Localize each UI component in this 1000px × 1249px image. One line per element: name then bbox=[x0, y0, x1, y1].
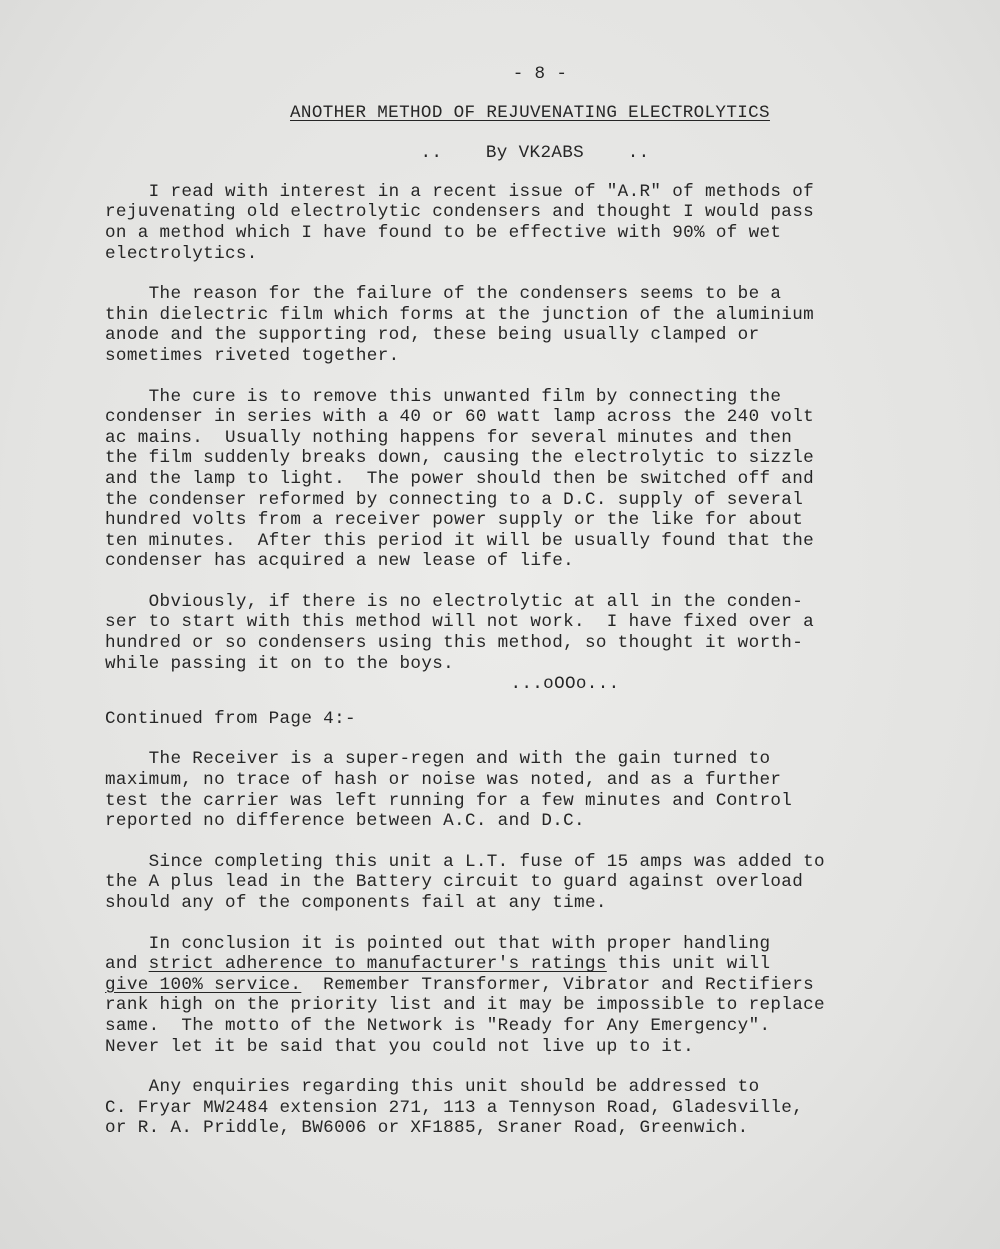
text-line: maximum, no trace of hash or noise was noted, and as a further bbox=[105, 770, 782, 791]
text-line: should any of the components fail at any time. bbox=[105, 893, 607, 913]
text-line: anode and the supporting rod, these being usually clamped or bbox=[105, 325, 760, 346]
text-line: Any enquiries regarding this unit should be addressed to bbox=[105, 1077, 760, 1098]
text-line: Never let it be said that you could not live up to it. bbox=[105, 1036, 695, 1057]
section-divider: ...oOOo... bbox=[510, 674, 620, 695]
text-line: ser to start with this method will not work. I have fixed over a bbox=[105, 612, 815, 633]
text-line: and the lamp to light. The power should then be switched off and bbox=[105, 468, 815, 489]
text-line: same. The motto of the Network is "Ready for Any Emergency". bbox=[105, 1015, 771, 1036]
paragraph bbox=[105, 852, 945, 914]
text-line: or R. A. Priddle, BW6006 or XF1885, Sraner Road, Greenwich. bbox=[105, 1118, 749, 1139]
text-line: C. Fryar MW2484 extension 271, 113 a Tennyson Road, Gladesville, bbox=[105, 1097, 804, 1118]
text-line: the condenser reformed by connecting to a D.C. supply of several bbox=[105, 489, 804, 510]
paragraph bbox=[105, 934, 945, 1058]
text-line: condenser has acquired a new lease of life. bbox=[105, 551, 575, 572]
text-line: The reason for the failure of the condensers seems to be a bbox=[105, 284, 782, 305]
text-line: rank high on the priority list and it may be impossible to replace bbox=[105, 995, 825, 1016]
text-line: hundred volts from a receiver power supply or the like for about bbox=[105, 510, 804, 531]
paragraph bbox=[105, 749, 945, 831]
text-run: Remember Transformer, Vibrator and Rectifiers bbox=[301, 974, 815, 995]
text-line: while passing it on to the boys. bbox=[105, 653, 455, 674]
text-line: condenser in series with a 40 or 60 watt lamp across the 240 volt bbox=[105, 407, 815, 428]
article-title: ANOTHER METHOD OF REJUVENATING ELECTROLYTICS bbox=[290, 102, 770, 123]
text-line: ten minutes. After this period it will be usually found that the bbox=[105, 530, 815, 551]
text-line bbox=[105, 975, 945, 996]
text-line: Obviously, if there is no electrolytic at all in the conden- bbox=[105, 591, 804, 612]
text-line: the film suddenly breaks down, causing the electrolytic to sizzle bbox=[105, 448, 815, 469]
text-run: this unit will bbox=[606, 954, 771, 975]
text-line: test the carrier was left running for a few minutes and Control bbox=[105, 790, 793, 811]
paragraph bbox=[105, 284, 945, 366]
text-line: thin dielectric film which forms at the junction of the aluminium bbox=[105, 304, 815, 325]
text-line: The Receiver is a super-regen and with the gain turned to bbox=[105, 749, 771, 770]
text-line: I read with interest in a recent issue of "A.R" of methods of bbox=[105, 181, 815, 202]
text-line: reported no difference between A.C. and D.C. bbox=[105, 811, 585, 832]
text-line: sometimes riveted together. bbox=[105, 345, 400, 366]
text-line: rejuvenating old electrolytic condensers and thought I would pass bbox=[105, 202, 815, 223]
page-number: - 8 - bbox=[512, 64, 568, 84]
text-line: The cure is to remove this unwanted film by connecting the bbox=[105, 386, 782, 407]
paragraph bbox=[105, 182, 945, 264]
text-line: the A plus lead in the Battery circuit to guard against overload bbox=[105, 872, 804, 893]
underlined-text: strict adherence to manufacturer's ratings bbox=[148, 954, 607, 975]
continued-heading: Continued from Page 4:- bbox=[105, 708, 356, 729]
text-run: and bbox=[105, 954, 149, 975]
underlined-text: give 100% service. bbox=[105, 974, 302, 995]
article-byline: .. By VK2ABS .. bbox=[420, 143, 650, 164]
text-line bbox=[105, 954, 945, 975]
paragraph bbox=[105, 1077, 945, 1139]
text-line: Since completing this unit a L.T. fuse of 15 amps was added to bbox=[105, 851, 825, 872]
text-line: ac mains. Usually nothing happens for several minutes and then bbox=[105, 427, 793, 448]
paragraph bbox=[105, 592, 945, 674]
text-line: hundred or so condensers using this method, so thought it worth- bbox=[105, 633, 804, 654]
typed-text-block bbox=[105, 64, 945, 1159]
text-line: In conclusion it is pointed out that with proper handling bbox=[105, 933, 771, 954]
paragraph bbox=[105, 387, 945, 572]
text-line: on a method which I have found to be effective with 90% of wet bbox=[105, 222, 782, 243]
text-line: electrolytics. bbox=[105, 243, 258, 264]
